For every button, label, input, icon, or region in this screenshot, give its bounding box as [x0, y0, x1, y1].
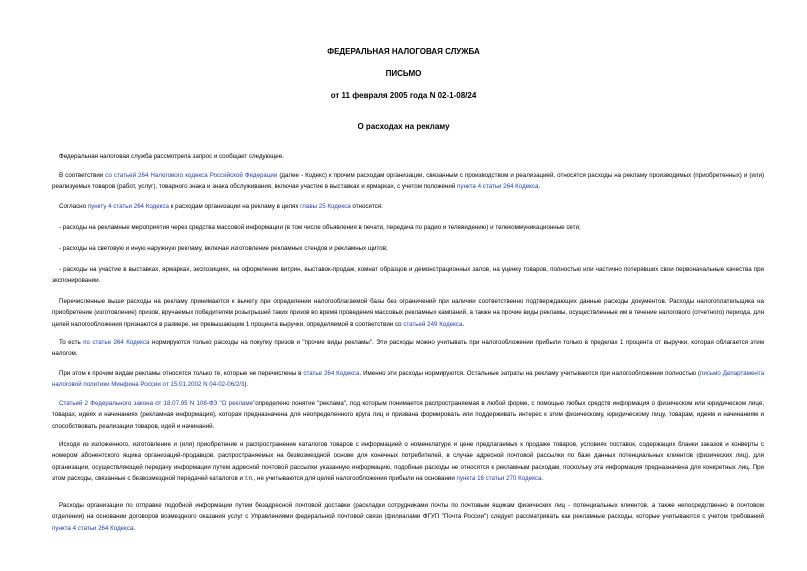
link-clause-4-article-264[interactable]: пункту 4 статьи 264 Кодекса	[87, 203, 169, 210]
link-clause-4-article-264[interactable]: пункта 4 статьи 264 Кодекса	[457, 183, 539, 191]
paragraph-9-text-a: При этом к прочим видам рекламы относятся только те, которые не перечислены в	[59, 370, 304, 377]
link-chapter-25[interactable]: главы 25 Кодекса	[300, 203, 351, 210]
link-clause-4-article-264[interactable]: пункта 4 статьи 264 Кодекса	[52, 524, 134, 532]
paragraph-7-text-b: .	[462, 320, 465, 328]
paragraph-2-text-b: (далее - Кодекс) к прочим расходам организации, связанным с производством и реализацией, относятся расходы на рекламу производимых (приобретенных) и (или) реализуемых товаров (работ, услуг), товарного знака и знака обслуживания, включая участие в выставках и ярмарках, с учетом положений	[52, 172, 764, 191]
link-article-264[interactable]: по статье 264 Кодекса	[83, 339, 150, 346]
paragraph-12-text-a: Расходы организации по отправке подобной информации путем безадресной почтовой доставки (раскладки сотрудниками почты по почтовым ящикам физических лиц - потенциальных клиентов, а также непосредственно в почтовом отделении) на основании договоров возмездного оказания услуг с Управлениями федеральной почтовой связи (филиалами ФГУП "Почта России") следует рассматривать как рекламные расходы, которые учитываются с учетом требований	[52, 502, 764, 521]
paragraph-7-text-a: Перечисленные выше расходы на рекламу принимаются к вычету при определении налогооблагаемой базы без ограничений при наличии соответственно подтверждающих данные расходы документов. Расходы налогоплательщика на приобретение (изготовление) призов, вручаемых победителям розыгрышей таких призов во время проведения массовых рекламных кампаний, а также на прочие виды рекламы, осуществленные им в течение налогового (отчетного) периода, для целей налогообложения признаются в размере, не превышающем 1 процента выручки, определяемой в соответствии со	[52, 298, 764, 328]
link-advertising-law-article-2[interactable]: Статьей 2 Федерального закона от 18.07.95 N 108-ФЗ "О рекламе"	[59, 400, 256, 407]
paragraph-1	[52, 151, 764, 162]
paragraph-11-text-a: Исходя из изложенного, изготовление и (или) приобретение и распространение каталогов товаров с информацией о номенклатуре и цене предлагаемых к продаже товаров, условиях поставок, содержащих бланки заказов и конверты с номером абонентского ящика организаций-продавцов, распространяемых на безвозмездной основе для конечных потребителей, в случае адресной почтовой рассылки по базе данных потенциальных клиентов (физических лиц), для организации, осуществляющей передачу информации путем адресной почтовой рассылки указанную информацию, подобные расходы не относятся к рекламным расходам, поскольку эта информация предназначена для конкретных лиц. При этом расходы, связанные с безвозмездной передачей каталогов и т.п., не учитываются для целей налогообложения прибыли на основании	[52, 441, 764, 483]
paragraph-5	[52, 243, 764, 254]
paragraph-12-text-b: .	[133, 524, 136, 532]
paragraph-9-text-c: ).	[244, 381, 249, 389]
paragraph-2	[52, 170, 764, 193]
paragraph-4-text: - расходы на рекламные мероприятия через средства массовой информации (в том числе объявления в печати, передача по радио и телевидению) и телекоммуникационные сети;	[59, 224, 581, 231]
paragraph-4	[52, 222, 764, 233]
agency-heading: ФЕДЕРАЛЬНАЯ НАЛОГОВАЯ СЛУЖБА	[327, 47, 480, 56]
link-article-264-tax-code[interactable]: со статьей 264 Налогового кодекса Российской Федерации	[105, 172, 278, 179]
doc-type-heading: ПИСЬМО	[385, 69, 422, 78]
paragraph-11-text-b: .	[541, 475, 544, 483]
paragraph-3-text-b: к расходам организации на рекламу в целях	[169, 203, 301, 210]
paragraph-9	[52, 368, 764, 391]
paragraph-5-text: - расходы на световую и иную наружную рекламу, включая изготовление рекламных стендов и рекламных щитов;	[59, 245, 388, 252]
paragraph-7	[52, 296, 764, 330]
paragraph-6	[52, 264, 764, 287]
paragraph-10-text: определено понятие "реклама", под которым понимается распространяемая в любой форме, с помощью любых средств информация о физическом или юридическом лице, товарах, идеях и начинаниях (рекламная информация), которая предназначена для неопределенного круга лиц и призвана формировать или поддерживать интерес к этим физическому, юридическому лицу, товарам, идеям и начинаниям и способствовать реализации товаров, идей и начинаний.	[52, 400, 764, 430]
paragraph-8	[52, 337, 764, 360]
paragraph-8-text-a: То есть	[59, 339, 84, 346]
paragraph-10	[52, 398, 764, 432]
paragraph-2-text-c: .	[538, 183, 541, 191]
paragraph-11	[52, 439, 764, 485]
paragraph-12	[52, 500, 764, 534]
paragraph-6-text: - расходы на участие в выставках, ярмарках, экспозициях, на оформление витрин, выставок-продаж, комнат образцов и демонстрационных залов, на уценку товаров, полностью или частично потерявших свои первоначальные качества при экспонировании.	[52, 266, 764, 285]
paragraph-3-text-a: Согласно	[59, 203, 88, 210]
paragraph-2-text-a: В соответствии	[59, 172, 106, 179]
link-clause-16-article-270[interactable]: пункта 16 статьи 270 Кодекса	[456, 475, 542, 483]
link-article-264[interactable]: статье 264 Кодекса	[303, 370, 360, 377]
paragraph-9-text-b: . Именно эти расходы нормируются. Остальные затраты на рекламу учитываются при налогообложении полностью (	[359, 370, 701, 377]
doc-subject: О расходах на рекламу	[357, 122, 450, 131]
paragraph-8-text-b: нормируются только расходы на покупку призов и "прочие виды рекламы". Эти расходы можно учитывать при налогообложении прибыли только в пределах 1 процента от выручки, которая облагается этим налогом.	[52, 339, 764, 358]
doc-date-number: от 11 февраля 2005 года N 02-1-08/24	[330, 91, 477, 100]
link-article-249[interactable]: статьей 249 Кодекса	[403, 320, 463, 328]
paragraph-3	[52, 201, 764, 212]
paragraph-3-text-c: относятся:	[350, 203, 383, 210]
link-minfin-letter[interactable]: письмо Департамента налоговой политики Минфина России от 15.01.2002 N 04-02-06/2/3	[52, 370, 765, 389]
paragraph-1-text: Федеральная налоговая служба рассмотрела запрос и сообщает следующее.	[59, 153, 284, 160]
